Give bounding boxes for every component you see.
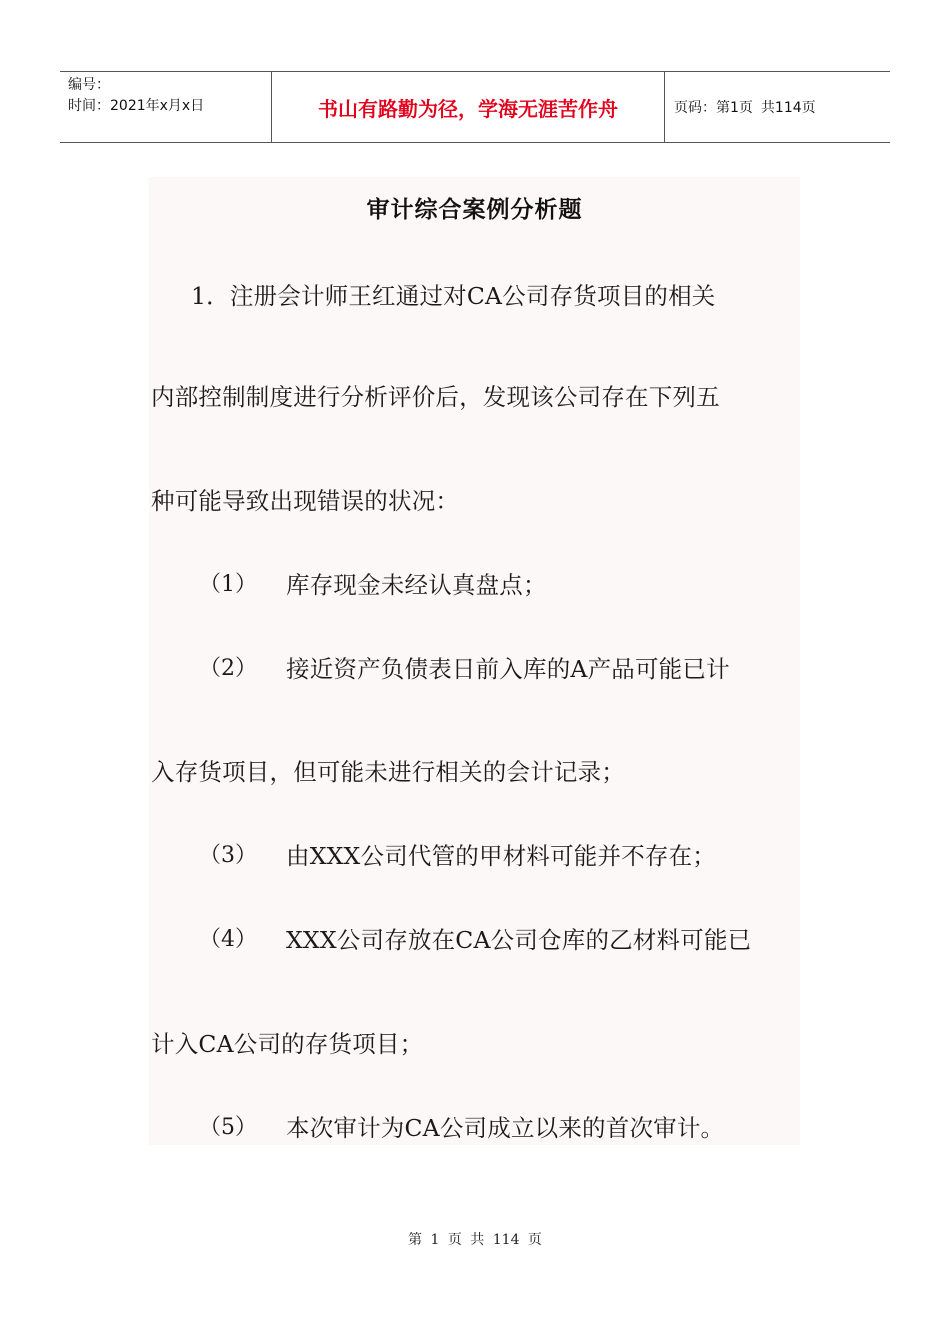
document-title: 审计综合案例分析题 <box>366 197 583 223</box>
paragraph-line: 1．注册会计师王红通过对CA公司存货项目的相关 <box>191 282 716 310</box>
list-item-text: 本次审计为CA公司成立以来的首次审计。 <box>286 1114 725 1142</box>
list-marker: （4） <box>199 927 257 952</box>
list-item-text: 由XXX公司代管的甲材料可能并不存在； <box>286 842 716 870</box>
time-label: 时间：2021年x月x日 <box>68 98 205 114</box>
list-marker: （3） <box>199 843 257 868</box>
paragraph-line: 种可能导致出现错误的状况： <box>151 487 460 515</box>
document-header <box>60 71 890 143</box>
document-body <box>149 177 800 1145</box>
list-item-continuation: 入存货项目，但可能未进行相关的会计记录； <box>151 758 625 786</box>
list-item-text: 接近资产负债表日前入库的A产品可能已计 <box>286 655 730 683</box>
list-marker: （1） <box>199 572 257 597</box>
list-item-text: 库存现金未经认真盘点； <box>286 571 547 599</box>
page-footer: 第 1 页 共 114 页 <box>408 1232 542 1248</box>
list-item-text: XXX公司存放在CA公司仓库的乙材料可能已 <box>286 926 752 954</box>
header-page-info <box>665 72 890 142</box>
header-page-total: 共114页 <box>760 100 816 116</box>
list-marker: （5） <box>199 1115 257 1140</box>
number-label: 编号： <box>68 77 110 93</box>
paragraph-line: 内部控制制度进行分析评价后，发现该公司存在下列五 <box>151 383 720 411</box>
header-page-label: 页码：第1页 <box>674 100 753 116</box>
header-meta <box>60 72 271 142</box>
header-motto: 书山有路勤为径，学海无涯苦作舟 <box>271 72 665 142</box>
list-item-continuation: 计入CA公司的存货项目； <box>151 1030 424 1058</box>
list-marker: （2） <box>199 656 257 681</box>
